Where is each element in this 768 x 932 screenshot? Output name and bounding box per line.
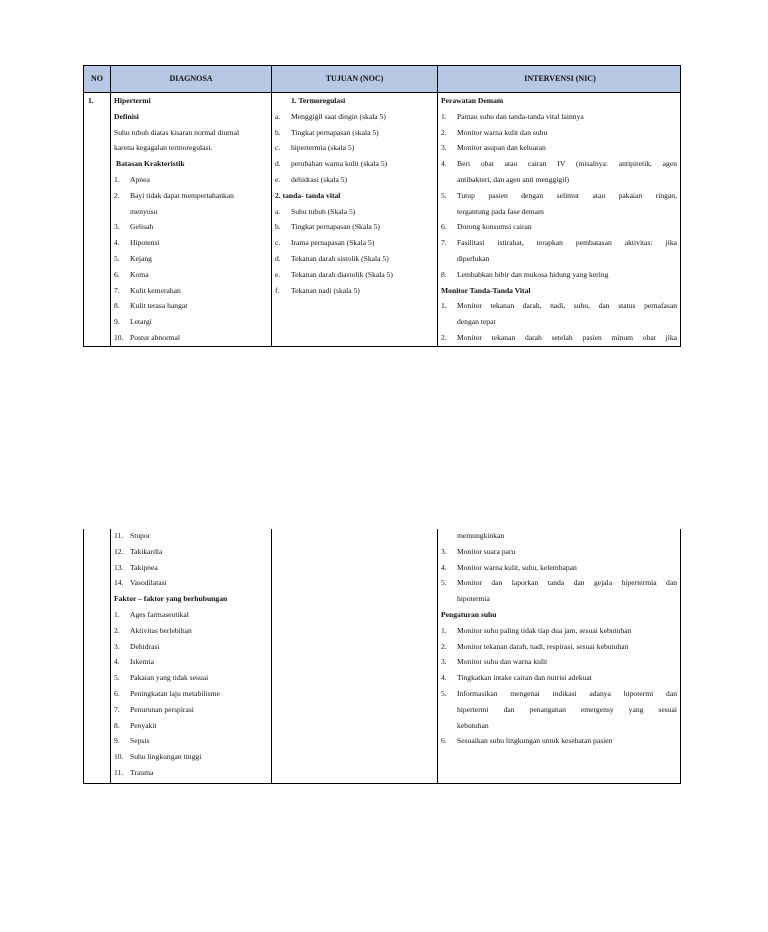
intervensi-list xyxy=(441,623,677,749)
list-item-number xyxy=(441,251,457,267)
list-item-text: antibakteri, dan agen anti menggigil) xyxy=(457,174,569,184)
list-item xyxy=(114,188,268,204)
header-tujuan: TUJUAN (NOC) xyxy=(325,74,384,83)
list-item xyxy=(275,156,435,172)
list-item-text: Sepsis xyxy=(130,736,150,746)
row-number: 1. xyxy=(88,96,94,105)
list-item-text: Monitor tekanan darah, nadi, respirasi, sesuai kebutuhan xyxy=(457,641,629,651)
list-item-text: Penyakit xyxy=(130,720,157,730)
list-item xyxy=(441,560,677,576)
list-item xyxy=(114,765,268,781)
list-item xyxy=(441,172,677,188)
list-item-number: 10. xyxy=(114,332,124,342)
list-item xyxy=(114,314,268,330)
list-item xyxy=(114,702,268,718)
care-plan-table-page-1 xyxy=(83,65,681,347)
list-item-text: Tutup pasien dengan selimut atau pakaian ringan, xyxy=(457,190,677,200)
list-item xyxy=(441,654,677,670)
list-item xyxy=(114,283,268,299)
list-item-number: 9. xyxy=(114,317,120,327)
list-item-number xyxy=(441,204,457,220)
column-divider xyxy=(437,529,438,783)
list-item-text: Monitor warna kulit, suhu, kelembapan xyxy=(457,562,577,572)
list-item-number: 4. xyxy=(441,673,447,683)
list-item xyxy=(114,670,268,686)
list-item-text: Informasikan mengenai indikasi adanya hipotermi dan xyxy=(457,688,677,698)
tujuan-list xyxy=(275,109,435,188)
diagnosa-title: Hipertermi xyxy=(114,96,151,105)
list-item xyxy=(114,235,268,251)
list-item-number: 4. xyxy=(441,562,447,572)
list-item-text: Monitor tekanan darah, nadi, suhu, dan status pernafasan xyxy=(457,301,677,311)
list-item xyxy=(114,251,268,267)
list-item-text: Vasodilatasi xyxy=(130,578,167,588)
list-item xyxy=(441,314,677,330)
list-item-text: Monitor dan laporkan tanda dan gejala hipertermia dan xyxy=(457,578,677,588)
list-item xyxy=(441,623,677,639)
list-item-number: b. xyxy=(275,222,281,232)
list-item-number: 9. xyxy=(114,736,120,746)
list-item-number xyxy=(441,528,457,544)
list-item-number: 3. xyxy=(114,222,120,232)
list-item-text: Tingkat pernapasan (skala 5) xyxy=(291,127,379,137)
intervensi-cell xyxy=(441,528,677,749)
list-item-text: memungkinkan xyxy=(457,531,505,540)
list-item xyxy=(275,204,435,220)
list-item xyxy=(275,235,435,251)
list-item-number: 1. xyxy=(441,111,447,121)
list-item xyxy=(441,140,677,156)
list-item-text: Suhu lingkungan tinggi xyxy=(130,752,202,762)
list-item xyxy=(441,204,677,220)
list-item xyxy=(441,591,677,607)
list-item xyxy=(441,575,677,591)
intervensi-heading: Monitor Tanda-Tanda Vital xyxy=(441,285,531,295)
list-item-text: hipertermi dan penanganan emergensy yang sesuai xyxy=(457,704,677,714)
list-item-number: 4. xyxy=(114,238,120,248)
list-item-number xyxy=(441,172,457,188)
list-item xyxy=(114,607,268,623)
list-item xyxy=(114,172,268,188)
list-item-number: 2. xyxy=(114,625,120,635)
list-item xyxy=(441,544,677,560)
list-item-text: Ages farmaseutikal xyxy=(130,609,189,619)
list-item xyxy=(114,686,268,702)
list-item xyxy=(441,251,677,267)
list-item-text: Tingkatkan intake cairan dan nutrisi adekuat xyxy=(457,673,592,683)
column-divider xyxy=(271,66,272,346)
list-item-text: Apnea xyxy=(130,174,150,184)
list-item-text: diperlukan xyxy=(457,253,490,263)
list-item-number: 2. xyxy=(114,190,120,200)
list-item-text: Monitor tekanan darah setelah pasien minum obat jika xyxy=(457,332,677,342)
list-item xyxy=(441,639,677,655)
list-item-text: Trauma xyxy=(130,767,154,777)
list-item-text: Kulit kemerahan xyxy=(130,285,181,295)
list-item-number: 12. xyxy=(114,546,124,556)
list-item-text: Pantau suhu dan tanda-tanda vital lainnya xyxy=(457,111,584,121)
list-item-text: hipotermia xyxy=(457,594,490,604)
definisi-text: Suhu tubuh diatas kisaran normal diurnal xyxy=(114,127,240,137)
faktor-list xyxy=(114,607,268,781)
list-item xyxy=(275,283,435,299)
list-item-number: 11. xyxy=(114,531,124,540)
list-item-number: 6. xyxy=(114,269,120,279)
batasan-label: Batasan Krakteristik xyxy=(116,159,185,169)
list-item xyxy=(441,219,677,235)
intervensi-cell xyxy=(441,93,677,346)
list-item-number: 8. xyxy=(114,720,120,730)
list-item xyxy=(114,330,268,346)
list-item-number: 3. xyxy=(441,143,447,153)
list-item xyxy=(441,298,677,314)
list-item xyxy=(114,575,268,591)
list-item-text: Letargi xyxy=(130,317,152,327)
list-item-text: dengan tepat xyxy=(457,317,496,327)
list-item-text: Menggigil saat dingin (skala 5) xyxy=(291,111,386,121)
list-item xyxy=(114,298,268,314)
list-item-text: Fasilitasi istirahat, terapkan pembatasan aktivitas: jika xyxy=(457,238,677,248)
definisi-label: Definisi xyxy=(114,111,139,121)
list-item-number: 3. xyxy=(441,546,447,556)
list-item-number: 4. xyxy=(441,159,447,169)
list-item-text: Monitor asupan dan keluaran xyxy=(457,143,546,153)
list-item-text: Koma xyxy=(130,269,149,279)
batasan-list xyxy=(114,172,268,346)
list-item-text: Tingkat pernapasan (Skala 5) xyxy=(291,222,380,232)
tujuan-cell xyxy=(275,93,435,298)
list-item-text: Postur abnormal xyxy=(130,332,180,342)
list-item-text: Pakaian yang tidak sesuai xyxy=(130,673,209,683)
list-item-number xyxy=(441,591,457,607)
tujuan-heading: 2. tanda- tanda vital xyxy=(275,190,341,200)
list-item-text: Kulit terasa hangat xyxy=(130,301,188,311)
list-item-text: Takikardia xyxy=(130,546,163,556)
list-item-text: Monitor suara paru xyxy=(457,546,516,556)
list-item xyxy=(441,188,677,204)
list-item xyxy=(275,140,435,156)
list-item-text: Dorong konsumsi cairan xyxy=(457,222,532,232)
list-item xyxy=(441,125,677,141)
list-item xyxy=(114,733,268,749)
list-item-text: Sesuaikan suhu lingkungan untuk kesehatan pasien xyxy=(457,736,613,746)
list-item xyxy=(114,267,268,283)
list-item-text: Bayi tidak dapat mempertahankan xyxy=(130,190,234,200)
list-item-number: f. xyxy=(275,285,280,295)
list-item-number: 2. xyxy=(441,641,447,651)
list-item xyxy=(441,267,677,283)
header-intervensi: INTERVENSI (NIC) xyxy=(524,74,596,83)
list-item-number xyxy=(441,314,457,330)
list-item-number: 6. xyxy=(441,736,447,746)
list-item-text: Tekanan darah diastolik (Skala 5) xyxy=(291,269,393,279)
list-item xyxy=(441,702,677,718)
column-divider xyxy=(110,66,111,346)
list-item xyxy=(114,718,268,734)
intervensi-heading: Perawatan Demam xyxy=(441,96,504,105)
intervensi-list xyxy=(441,298,677,345)
list-item xyxy=(114,560,268,576)
list-item-text: Gelisah xyxy=(130,222,154,232)
list-item-number: 6. xyxy=(441,222,447,232)
list-item-number: b. xyxy=(275,127,281,137)
list-item-text: Hipotensi xyxy=(130,238,160,248)
list-item-number: c. xyxy=(275,238,281,248)
list-item-number xyxy=(441,702,457,718)
list-item-text: Beri obat atau cairan IV (misalnya: antipiretik, agen xyxy=(457,159,677,169)
list-item-text: menyusu xyxy=(130,206,158,216)
header-diagnosa: DIAGNOSA xyxy=(169,74,213,83)
list-item-number: 1. xyxy=(114,174,120,184)
list-item xyxy=(275,109,435,125)
list-item xyxy=(114,623,268,639)
list-item-number: 13. xyxy=(114,562,124,572)
list-item-number: 1. xyxy=(441,301,447,311)
list-item-text: Suhu tubuh (Skala 5) xyxy=(291,206,356,216)
batasan-list xyxy=(114,528,268,591)
care-plan-table-page-2 xyxy=(83,529,681,784)
list-item xyxy=(114,749,268,765)
list-item-number: a. xyxy=(275,206,281,216)
list-item-text: Penurunan perspirasi xyxy=(130,704,194,714)
list-item-number: 5. xyxy=(114,253,120,263)
diagnosa-cell xyxy=(114,528,268,781)
list-item-text: Monitor suhu dan warna kulit xyxy=(457,657,548,667)
list-item-number: 11. xyxy=(114,767,124,777)
list-item-number: d. xyxy=(275,159,281,169)
list-item-number xyxy=(114,204,130,220)
list-item-number: 3. xyxy=(441,657,447,667)
list-item-number: 7. xyxy=(114,704,120,714)
list-item xyxy=(441,330,677,346)
list-item xyxy=(114,639,268,655)
list-item-text: Tekanan nadi (skala 5) xyxy=(291,285,360,295)
list-item-text: Lembabkan bibir dan mukosa hidung yang kering xyxy=(457,269,609,279)
intervensi-list xyxy=(441,109,677,283)
list-item-number: 8. xyxy=(441,269,447,279)
list-item xyxy=(114,204,268,220)
list-item xyxy=(441,156,677,172)
list-item-text: Stupor xyxy=(130,531,151,540)
list-item-text: Monitor suhu paling tidak tiap dua jam, sesuai kebutuhan xyxy=(457,625,632,635)
list-item xyxy=(114,219,268,235)
list-item-number: 3. xyxy=(114,641,120,651)
list-item xyxy=(275,172,435,188)
list-item-number xyxy=(441,718,457,734)
list-item-text: Monitor warna kulit dan suhu xyxy=(457,127,548,137)
list-item-text: perubahan warna kulit (skala 5) xyxy=(291,159,388,169)
list-item-number: 8. xyxy=(114,301,120,311)
list-item xyxy=(441,718,677,734)
list-item-number: 5. xyxy=(114,673,120,683)
list-item-text: Kejang xyxy=(130,253,152,263)
list-item xyxy=(275,219,435,235)
tujuan-heading: 1. Termoregulasi xyxy=(291,96,346,105)
list-item-number: 5. xyxy=(441,688,447,698)
column-divider xyxy=(110,529,111,783)
list-item-number: 5. xyxy=(441,190,447,200)
list-item-number: e. xyxy=(275,174,281,184)
diagnosa-cell xyxy=(114,93,268,346)
list-item-number: 4. xyxy=(114,657,120,667)
list-item xyxy=(441,109,677,125)
list-item-number: 1. xyxy=(441,625,447,635)
list-item xyxy=(114,544,268,560)
list-item-number: d. xyxy=(275,253,281,263)
list-item-number: 2. xyxy=(441,127,447,137)
list-item-number: 6. xyxy=(114,688,120,698)
definisi-text: karena kegagalan termoregulasi. xyxy=(114,143,213,153)
faktor-label: Faktor – faktor yang berhubungan xyxy=(114,594,228,604)
list-item xyxy=(275,251,435,267)
list-item-number: 14. xyxy=(114,578,124,588)
list-item xyxy=(441,686,677,702)
list-item xyxy=(441,670,677,686)
list-item-text: Peningkatan laju metabilisme xyxy=(130,688,220,698)
list-item-text: Aktivitas berlebihan xyxy=(130,625,192,635)
list-item xyxy=(114,654,268,670)
list-item-text: hipertermia (skala 5) xyxy=(291,143,355,153)
list-item-text: kebutuhan xyxy=(457,720,489,730)
list-item-text: tergantung pada fase demam xyxy=(457,206,544,216)
list-item xyxy=(275,125,435,141)
list-item-number: 1. xyxy=(114,609,120,619)
list-item-number: a. xyxy=(275,111,281,121)
intervensi-heading: Pengaturan suhu xyxy=(441,609,497,619)
list-item-number: 10. xyxy=(114,752,124,762)
list-item-number: 7. xyxy=(441,238,447,248)
list-item xyxy=(441,528,677,544)
list-item-number: 5. xyxy=(441,578,447,588)
list-item-text: Takipnea xyxy=(130,562,158,572)
list-item-text: Irama pernapasan (Skala 5) xyxy=(291,238,375,248)
list-item xyxy=(114,528,268,544)
list-item-text: Tekanan darah sistolik (Skala 5) xyxy=(291,253,389,263)
list-item-number: 2. xyxy=(441,332,447,342)
column-divider xyxy=(271,529,272,783)
list-item-number: e. xyxy=(275,269,281,279)
list-item-text: Iskemia xyxy=(130,657,155,667)
list-item xyxy=(441,733,677,749)
list-item-number: 7. xyxy=(114,285,120,295)
list-item xyxy=(441,235,677,251)
intervensi-list xyxy=(441,528,677,607)
column-divider xyxy=(437,66,438,346)
list-item-text: dehidrasi (skala 5) xyxy=(291,174,348,184)
list-item xyxy=(275,267,435,283)
list-item-text: Dehidrasi xyxy=(130,641,160,651)
list-item-number: c. xyxy=(275,143,281,153)
header-no: NO xyxy=(91,74,103,83)
tujuan-list xyxy=(275,204,435,299)
